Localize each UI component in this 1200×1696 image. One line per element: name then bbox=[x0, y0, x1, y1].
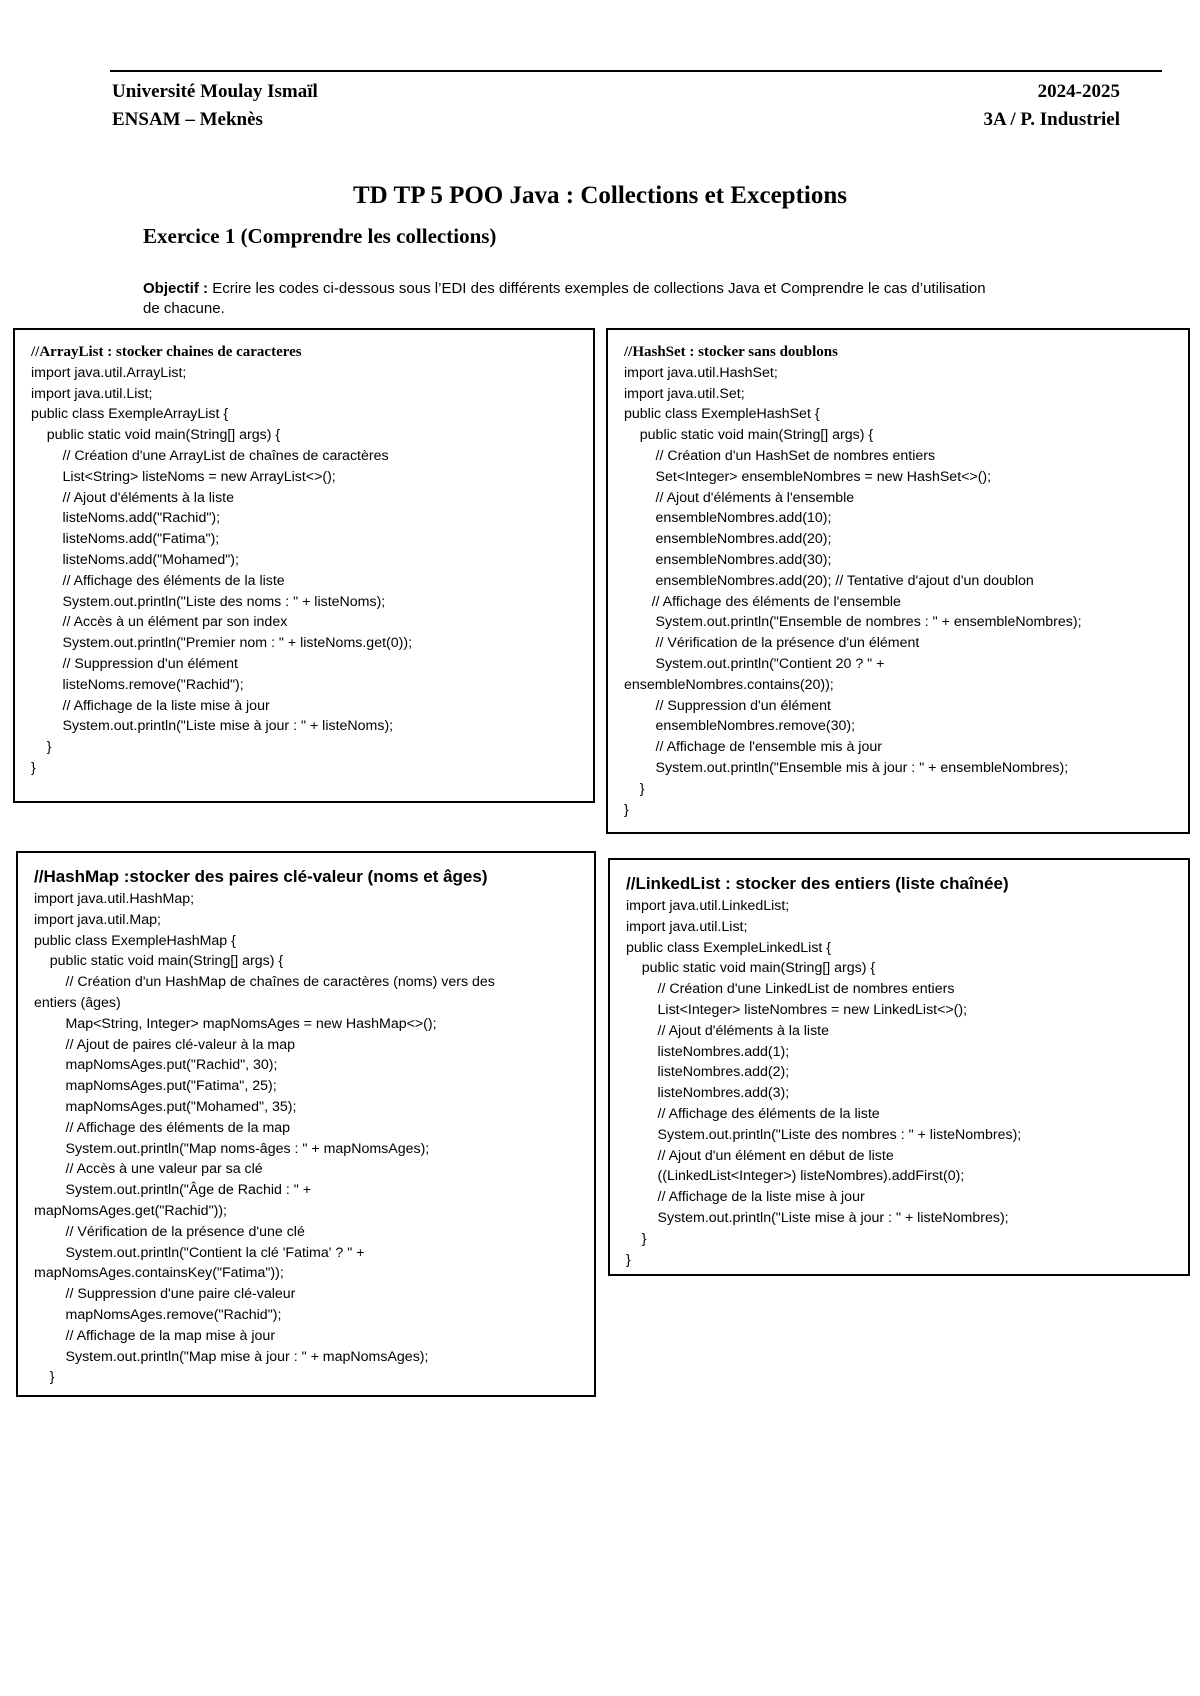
header-right bbox=[900, 78, 1120, 134]
hashmap-code: import java.util.HashMap; import java.util.Map; public class ExempleHashMap { public static void main(String[] args) { // Création d'un HashMap de chaînes de caractères (noms) vers des entiers (âges) Map<String, Integer> mapNomsAges = new HashMap<>(); // Ajout de paires clé-valeur à la map mapNomsAges.put("Rachid", 30); mapNomsAges.put("Fatima", 25); mapNomsAges.put("Mohamed", 35); // Affichage des éléments de la map System.out.println("Map noms-âges : " + mapNomsAges); // Accès à une valeur par sa clé System.out.println("Âge de Rachid : " + mapNomsAges.get("Rachid")); // Vérification de la présence d'une clé System.out.println("Contient la clé 'Fatima' ? " + mapNomsAges.containsKey("Fatima")); // Suppression d'une paire clé-valeur mapNomsAges.remove("Rachid"); // Affichage de la map mise à jour System.out.println("Map mise à jour : " + mapNomsAges); } bbox=[34, 891, 495, 1386]
objective-paragraph bbox=[143, 279, 1003, 319]
arraylist-code: import java.util.ArrayList; import java.util.List; public class ExempleArrayList { public static void main(String[] args) { // Création d'une ArrayList de chaînes de caractères List<String> listeNoms = new ArrayList<>(); // Ajout d'éléments à la liste listeNoms.add("Rachid"); listeNoms.add("Fatima"); listeNoms.add("Mohamed"); // Affichage des éléments de la liste System.out.println("Liste des noms : " + listeNoms); // Accès à un élément par son index System.out.println("Premier nom : " + listeNoms.get(0)); // Suppression d'un élément listeNoms.remove("Rachid"); // Affichage de la liste mise à jour System.out.println("Liste mise à jour : " + listeNoms); } } bbox=[31, 364, 413, 776]
objective-label: Objectif : bbox=[143, 280, 209, 297]
document-title: TD TP 5 POO Java : Collections et Exceptions bbox=[353, 182, 847, 209]
objective-text: Ecrire les codes ci-dessous sous l’EDI des différents exemples de collections Java et Comprendre le cas d’utilisation de chacune. bbox=[143, 280, 986, 317]
linkedlist-code-box bbox=[608, 858, 1190, 1276]
linkedlist-code: import java.util.LinkedList; import java.util.List; public class ExempleLinkedList { public static void main(String[] args) { // Création d'une LinkedList de nombres entiers List<Integer> listeNombres = new LinkedList<>(); // Ajout d'éléments à la liste listeNombres.add(1); listeNombres.add(2); listeNombres.add(3); // Affichage des éléments de la liste System.out.println("Liste des nombres : " + listeNombres); // Ajout d'un élément en début de liste ((LinkedList<Integer>) listeNombres).addFirst(0); // Affichage de la liste mise à jour System.out.println("Liste mise à jour : " + listeNombres); } } bbox=[626, 898, 1022, 1268]
university-name: Université Moulay Ismaïl bbox=[112, 81, 318, 102]
hashset-heading: //HashSet : stocker sans doublons bbox=[624, 344, 838, 360]
hashset-code-box bbox=[606, 328, 1190, 834]
header-rule bbox=[110, 70, 1162, 72]
header-left bbox=[112, 78, 318, 134]
class-name: 3A / P. Industriel bbox=[983, 109, 1120, 130]
arraylist-code-box bbox=[13, 328, 595, 803]
hashset-code: import java.util.HashSet; import java.util.Set; public class ExempleHashSet { public static void main(String[] args) { // Création d'un HashSet de nombres entiers Set<Integer> ensembleNombres = new HashSet<>(); // Ajout d'éléments à l'ensemble ensembleNombres.add(10); ensembleNombres.add(20); ensembleNombres.add(30); ensembleNombres.add(20); // Tentative d'ajout d'un doublon // Affichage des éléments de l'ensemble System.out.println("Ensemble de nombres : " + ensembleNombres); // Vérification de la présence d'un élément System.out.println("Contient 20 ? " + ensembleNombres.contains(20)); // Suppression d'un élément ensembleNombres.remove(30); // Affichage de l'ensemble mis à jour System.out.println("Ensemble mis à jour : " + ensembleNombres); } } bbox=[624, 364, 1082, 818]
hashmap-heading: //HashMap :stocker des paires clé-valeur (noms et âges) bbox=[34, 867, 488, 886]
school-name: ENSAM – Meknès bbox=[112, 109, 263, 130]
academic-year: 2024-2025 bbox=[1037, 81, 1120, 102]
hashmap-code-box bbox=[16, 851, 596, 1397]
exercise-title: Exercice 1 (Comprendre les collections) bbox=[143, 224, 497, 248]
arraylist-heading: //ArrayList : stocker chaines de caracteres bbox=[31, 344, 302, 360]
linkedlist-heading: //LinkedList : stocker des entiers (liste chaînée) bbox=[626, 874, 1009, 893]
